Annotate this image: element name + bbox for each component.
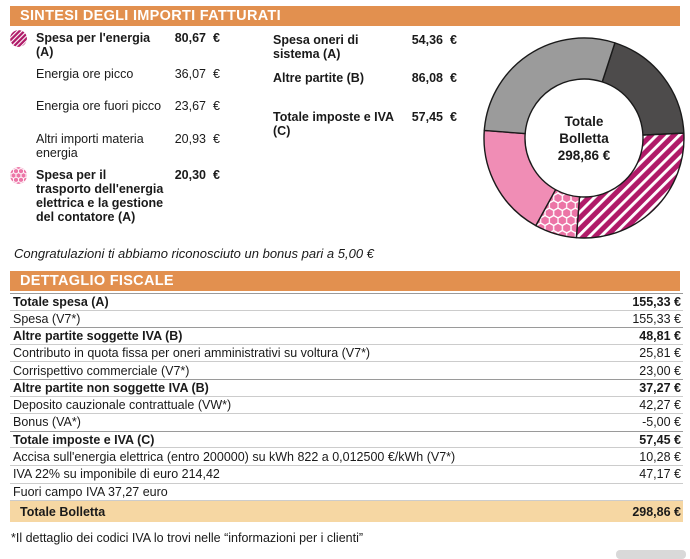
legend-value: 23,67 xyxy=(174,99,206,113)
table-row xyxy=(10,414,683,432)
bonus-note: Congratulazioni ti abbiamo riconosciuto un bonus pari a 5,00 € xyxy=(14,246,374,261)
legend-item-energia-fuori-picco xyxy=(10,99,246,116)
currency-symbol: € xyxy=(213,132,220,146)
legend-label: Energia ore picco xyxy=(36,67,134,81)
row-value: 42,27 € xyxy=(639,397,681,412)
donut-chart xyxy=(478,32,690,244)
legend-item-imposte-iva xyxy=(247,110,471,138)
row-label: Altre partite non soggette IVA (B) xyxy=(13,380,209,395)
row-label: Totale spesa (A) xyxy=(13,294,109,309)
row-label: Totale imposte e IVA (C) xyxy=(13,432,155,447)
legend-value: 80,67 xyxy=(174,31,206,45)
donut-center-line1: Totale xyxy=(564,113,604,129)
row-value: 10,28 € xyxy=(639,449,681,464)
currency-symbol: € xyxy=(213,31,220,45)
table-row xyxy=(10,311,683,329)
table-row xyxy=(10,431,683,449)
row-value: 155,33 € xyxy=(632,311,681,326)
legend-value: 36,07 xyxy=(174,67,206,81)
currency-symbol: € xyxy=(450,71,457,85)
magenta-hatch-circle-icon xyxy=(10,30,28,48)
row-label: IVA 22% su imponibile di euro 214,42 xyxy=(13,467,220,482)
legend-label: Spesa per il trasporto dell'energia elettrica e la gestione del contatore (A) xyxy=(36,168,164,224)
row-value: 23,00 € xyxy=(639,363,681,378)
total-row-label: Totale Bolletta xyxy=(20,504,106,519)
legend-value: 54,36 xyxy=(411,33,443,47)
donut-center-value: 298,86 € xyxy=(557,147,611,163)
legend-label: Spesa oneri di sistema (A) xyxy=(273,33,359,61)
row-label: Corrispettivo commerciale (V7*) xyxy=(13,363,190,378)
legend-item-oneri-sistema xyxy=(247,33,471,61)
row-value: 155,33 € xyxy=(632,294,681,309)
legend-value: 86,08 xyxy=(411,71,443,85)
row-label: Accisa sull'energia elettrica (entro 200000) su kWh 822 a 0,012500 €/kWh (V7*) xyxy=(13,449,456,464)
donut-center-total xyxy=(524,78,644,198)
table-row xyxy=(10,362,683,380)
currency-symbol: € xyxy=(450,33,457,47)
row-value: 37,27 € xyxy=(639,380,681,395)
fiscal-table xyxy=(10,294,683,522)
sintesi-section-header xyxy=(10,6,680,26)
table-row xyxy=(10,379,683,397)
lightgray-circle-icon xyxy=(247,70,265,88)
row-label: Altre partite soggette IVA (B) xyxy=(13,328,183,343)
spacer xyxy=(10,131,28,149)
legend-label: Altri importi materia energia xyxy=(36,132,144,160)
legend-label: Totale imposte e IVA (C) xyxy=(273,110,394,138)
row-label: Contributo in quota fissa per oneri amministrativi su voltura (V7*) xyxy=(13,346,371,361)
table-row xyxy=(10,448,683,466)
legend-item-spesa-energia xyxy=(10,31,246,59)
sintesi-title: SINTESI DEGLI IMPORTI FATTURATI xyxy=(20,8,281,24)
row-label: Deposito cauzionale contrattuale (VW*) xyxy=(13,397,232,412)
legend-item-altre-partite xyxy=(247,71,471,88)
spacer xyxy=(10,66,28,84)
table-row xyxy=(10,293,683,311)
row-label: Spesa (V7*) xyxy=(13,311,81,326)
dettaglio-section-header xyxy=(10,271,680,291)
row-value: 57,45 € xyxy=(639,432,681,447)
donut-center-line2: Bolletta xyxy=(559,130,609,146)
darkgray-circle-icon xyxy=(247,109,265,127)
currency-symbol: € xyxy=(213,67,220,81)
pink-circle-icon xyxy=(247,32,265,50)
row-value: 48,81 € xyxy=(639,328,681,343)
legend-value: 20,30 xyxy=(174,168,206,182)
table-row xyxy=(10,466,683,484)
legend-label: Energia ore fuori picco xyxy=(36,99,162,113)
table-row xyxy=(10,345,683,363)
legend-left-column xyxy=(10,31,246,224)
footnote: *Il dettaglio dei codici IVA lo trovi nelle “informazioni per i clienti” xyxy=(11,531,364,545)
table-row xyxy=(10,397,683,415)
legend-item-spesa-trasporto xyxy=(10,168,246,224)
table-row xyxy=(10,327,683,345)
legend-right-column xyxy=(247,33,471,138)
currency-symbol: € xyxy=(450,110,457,124)
currency-symbol: € xyxy=(213,168,220,182)
legend-value: 20,93 xyxy=(174,132,206,146)
legend-label: Spesa per l'energia (A) xyxy=(36,31,151,59)
total-row xyxy=(10,501,683,522)
row-value: 47,17 € xyxy=(639,467,681,482)
row-label: Bonus (VA*) xyxy=(13,415,81,430)
table-row xyxy=(10,484,683,502)
legend-item-energia-picco xyxy=(10,67,246,84)
row-value: -5,00 € xyxy=(642,415,681,430)
spacer xyxy=(10,98,28,116)
row-label: Fuori campo IVA 37,27 euro xyxy=(13,484,168,499)
legend-item-altri-importi xyxy=(10,132,246,160)
total-row-value: 298,86 € xyxy=(632,504,681,519)
row-value: 25,81 € xyxy=(639,346,681,361)
currency-symbol: € xyxy=(213,99,220,113)
legend-label: Altre partite (B) xyxy=(273,71,364,85)
legend-value: 57,45 xyxy=(411,110,443,124)
pink-honeycomb-circle-icon xyxy=(10,167,28,185)
dettaglio-title: DETTAGLIO FISCALE xyxy=(20,273,174,289)
